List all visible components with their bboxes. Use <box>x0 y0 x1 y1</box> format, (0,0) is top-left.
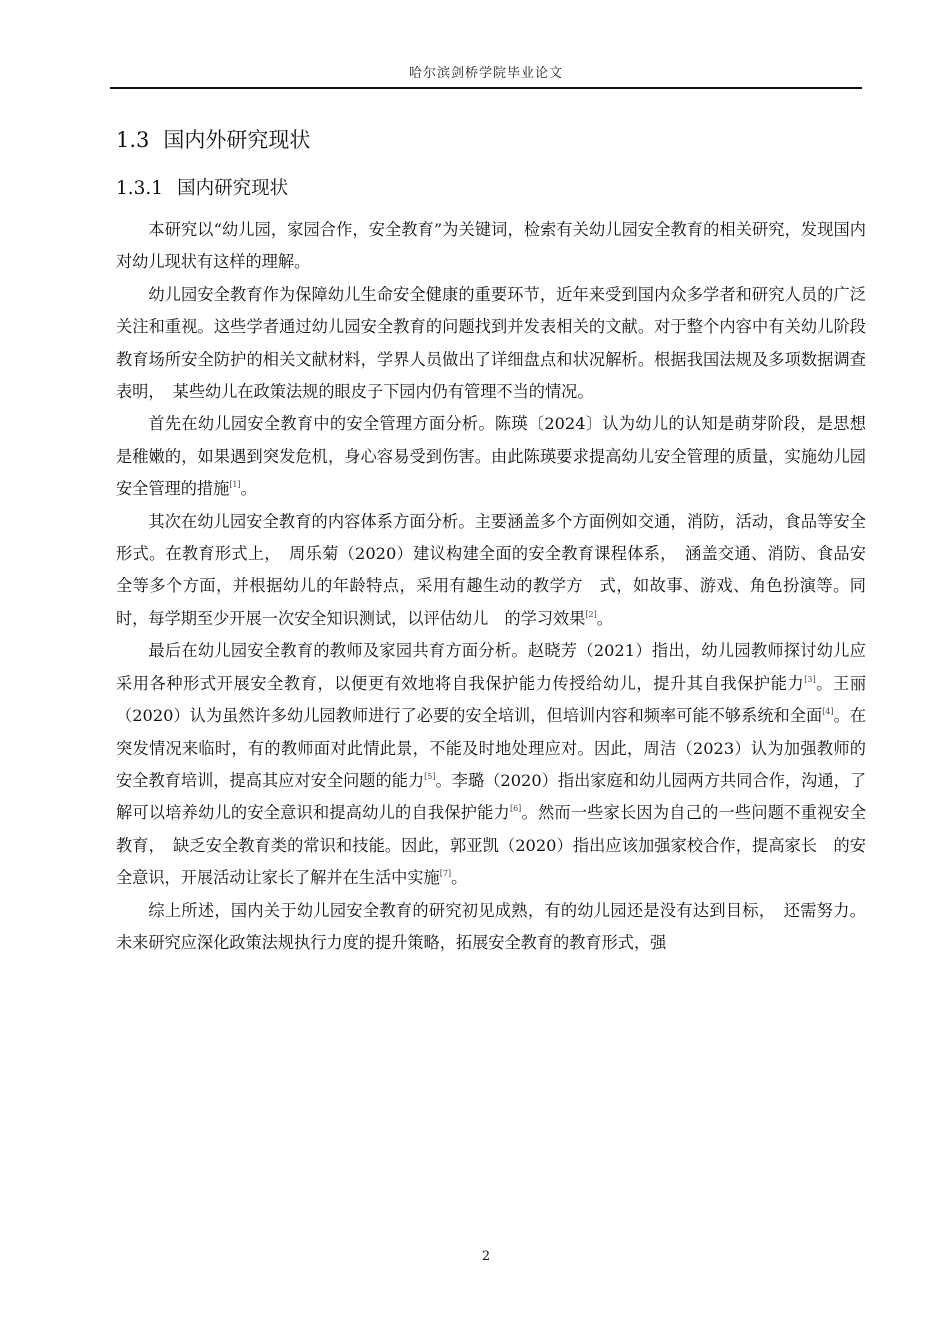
paragraph-text: 其次在幼儿园安全教育的内容体系方面分析。主要涵盖多个方面例如交通，消防，活动，食品等安全形式。在教育形式上， 周乐菊（2020）建议构建全面的安全教育课程体系， 涵盖交通、消防、食品安全等多个方面，并根据幼儿的年龄特点，采用有趣生动的教学方 式，如故事、游戏、角色扮演等。同时，每学期至少开展一次安全知识测试，以评估幼儿 的学习效果 <box>116 511 866 628</box>
paragraph-text: 最后在幼儿园安全教育的教师及家园共育方面分析。赵晓芳（2021）指出，幼儿园教师探讨幼儿应采用各种形式开展安全教育，以便更有效地将自我保护能力传授给幼儿，提升其自我保护能力 <box>116 641 866 693</box>
paragraph-text: 。 <box>240 479 257 499</box>
paragraph-text: 。然而一些家长因为自己的一些问题不重视安全教育， 缺乏安全教育类的常识和技能。因此，郭亚凯（2020）指出应该加强家校合作，提高家长 的安全意识，开展活动让家长了解并在生活中实施 <box>116 803 867 888</box>
subsection-title: 国内研究现状 <box>177 178 289 199</box>
citation-marker: [2] <box>585 609 597 619</box>
citation-marker: [5] <box>424 771 436 781</box>
body-paragraph <box>116 279 866 409</box>
body-paragraph <box>116 506 866 636</box>
citation-marker: [1] <box>229 480 241 490</box>
citation-marker: [4] <box>822 707 834 717</box>
subsection-number: 1.3.1 <box>116 178 164 199</box>
citation-marker: [3] <box>804 674 816 684</box>
section-title: 国内外研究现状 <box>163 128 311 152</box>
body-paragraph <box>116 408 866 505</box>
paragraph-text: 幼儿园安全教育作为保障幼儿生命安全健康的重要环节，近年来受到国内众多学者和研究人员的广泛关注和重视。这些学者通过幼儿园安全教育的问题找到并发表相关的文献。对于整个内容中有关幼儿阶段教育场所安全防护的相关文献材料，学界人员做出了详细盘点和状况解析。根据我国法规及多项数据调查表明， 某些幼儿在政策法规的眼皮子下园内仍有管理不当的情况。 <box>116 284 866 402</box>
section-heading <box>116 124 310 154</box>
paragraph-text: 本研究以“幼儿园，家园合作，安全教育”为关键词，检索有关幼儿园安全教育的相关研究，发现国内对幼儿现状有这样的理解。 <box>116 220 866 272</box>
paragraph-text: 。 <box>451 868 468 888</box>
paragraph-text: 。在突发情况来临时，有的教师面对此情此景，不能及时地处理应对。因此，周洁（2023）认为加强教师的安全教育培训，提高其应对安全问题的能力 <box>116 706 867 790</box>
body-paragraph <box>116 635 866 894</box>
paragraph-text: 综上所述，国内关于幼儿园安全教育的研究初见成熟，有的幼儿园还是没有达到目标， 还需努力。未来研究应深化政策法规执行力度的提升策略，拓展安全教育的教育形式，强 <box>116 900 866 952</box>
header-divider <box>110 87 862 89</box>
paragraph-text: 。 <box>596 608 613 628</box>
body-text <box>116 214 866 959</box>
running-header: 哈尔滨剑桥学院毕业论文 <box>408 66 563 81</box>
paragraph-text: 。王丽（2020）认为虽然许多幼儿园教师进行了必要的安全培训，但培训内容和频率可能不够系统和全面 <box>116 673 867 726</box>
body-paragraph <box>116 895 866 960</box>
paragraph-text: 首先在幼儿园安全教育中的安全管理方面分析。陈瑛〔2024〕认为幼儿的认知是萌芽阶段，是思想是稚嫩的，如果遇到突发危机，身心容易受到伤害。由此陈瑛要求提高幼儿安全管理的质量，实施幼儿园安全管理的措施 <box>116 414 866 499</box>
paragraph-text: 。李璐（2020）指出家庭和幼儿园两方共同合作，沟通，了解可以培养幼儿的安全意识和提高幼儿的自我保护能力 <box>116 770 866 823</box>
subsection-heading <box>116 174 288 200</box>
body-paragraph <box>116 214 866 279</box>
citation-marker: [7] <box>439 869 452 879</box>
section-number: 1.3 <box>116 128 150 152</box>
citation-marker: [6] <box>509 804 522 814</box>
page-number: 2 <box>481 1249 491 1264</box>
